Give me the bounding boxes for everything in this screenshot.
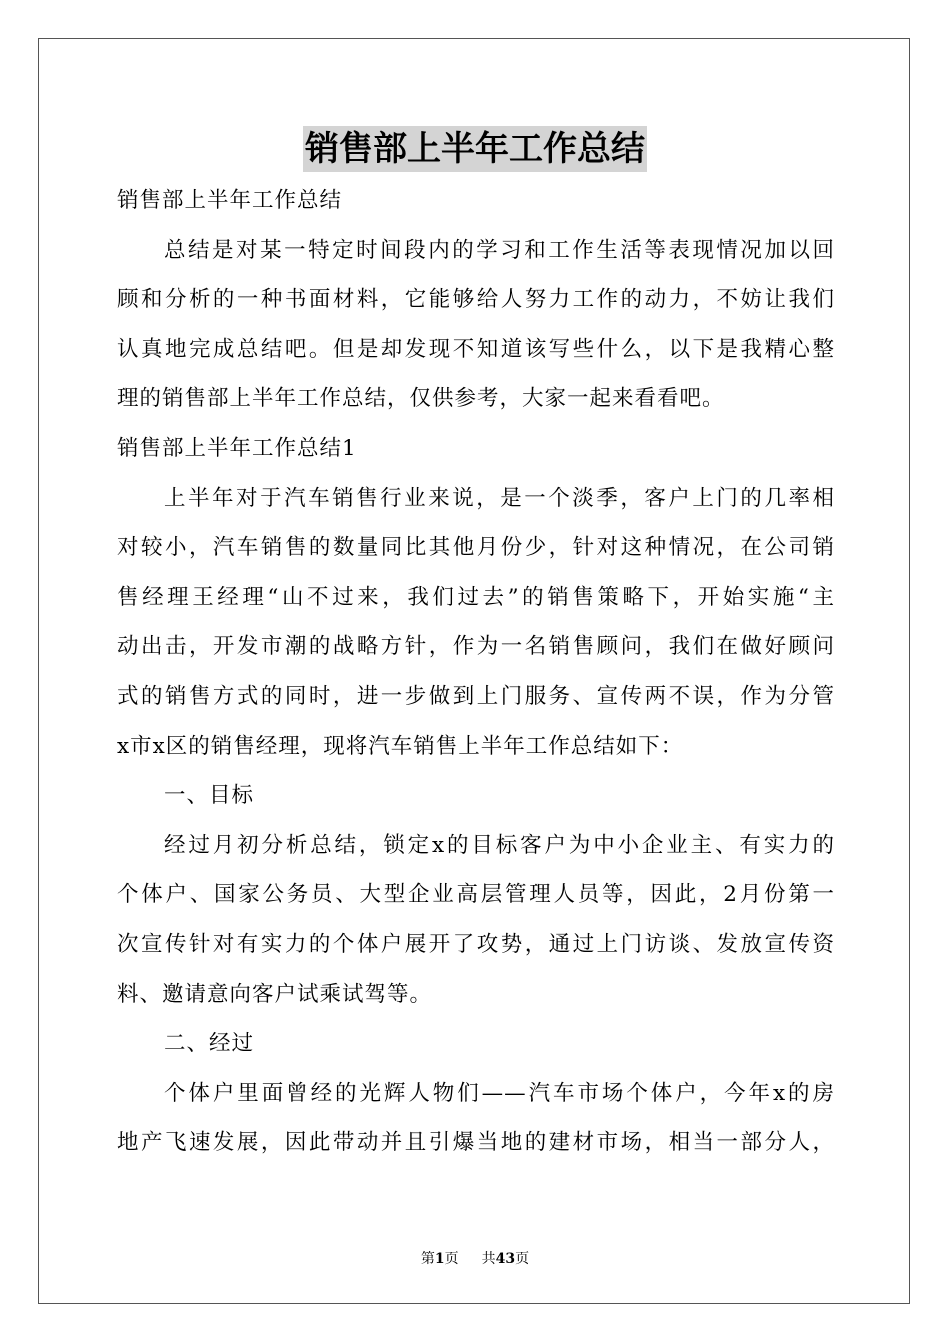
body-text-line: 售经理王经理“山不过来，我们过去”的销售策略下，开始实施“主	[117, 584, 835, 610]
body-text-line: 经过月初分析总结，锁定x的目标客户为中小企业主、有实力的	[164, 832, 835, 858]
total-pages: 43	[495, 1251, 516, 1267]
total-suffix: 页	[515, 1251, 530, 1267]
section-heading: 销售部上半年工作总结1	[117, 435, 357, 461]
page-suffix: 页	[444, 1251, 459, 1267]
document-body	[117, 176, 835, 1168]
body-text-line: x市x区的销售经理，现将汽车销售上半年工作总结如下：	[117, 733, 684, 759]
section-heading: 销售部上半年工作总结	[117, 188, 343, 213]
title-area	[0, 126, 950, 172]
body-text-line: 总结是对某一特定时间段内的学习和工作生活等表现情况加以回	[164, 237, 835, 263]
section-heading: 一、目标	[164, 783, 255, 809]
body-text-line: 式的销售方式的同时，进一步做到上门服务、宣传两不误，作为分管	[117, 683, 835, 709]
page-footer	[0, 1248, 950, 1268]
body-text-line: 个体户、国家公务员、大型企业高层管理人员等，因此，2月份第一	[117, 882, 835, 908]
total-prefix: 共	[481, 1251, 496, 1267]
document-title: 销售部上半年工作总结	[303, 126, 647, 172]
page-number: 1	[434, 1251, 445, 1267]
body-text-line: 理的销售部上半年工作总结，仅供参考，大家一起来看看吧。	[117, 386, 725, 412]
body-text-line: 地产飞速发展，因此带动并且引爆当地的建材市场，相当一部分人，	[117, 1130, 835, 1156]
body-text-line: 次宣传针对有实力的个体户展开了攻势，通过上门访谈、发放宣传资	[117, 931, 835, 957]
section-heading: 二、经过	[164, 1031, 255, 1057]
body-text-line: 动出击，开发市潮的战略方针，作为一名销售顾问，我们在做好顾问	[117, 634, 835, 660]
body-text-line: 个体户里面曾经的光辉人物们——汽车市场个体户，今年x的房	[164, 1080, 835, 1106]
page-prefix: 第	[420, 1251, 435, 1267]
body-text-line: 对较小，汽车销售的数量同比其他月份少，针对这种情况，在公司销	[117, 535, 835, 561]
body-text-line: 认真地完成总结吧。但是却发现不知道该写些什么，以下是我精心整	[117, 336, 835, 362]
body-text-line: 顾和分析的一种书面材料，它能够给人努力工作的动力，不妨让我们	[117, 287, 835, 313]
body-text-line: 料、邀请意向客户试乘试驾等。	[117, 981, 433, 1007]
body-text-line: 上半年对于汽车销售行业来说，是一个淡季，客户上门的几率相	[164, 485, 835, 511]
